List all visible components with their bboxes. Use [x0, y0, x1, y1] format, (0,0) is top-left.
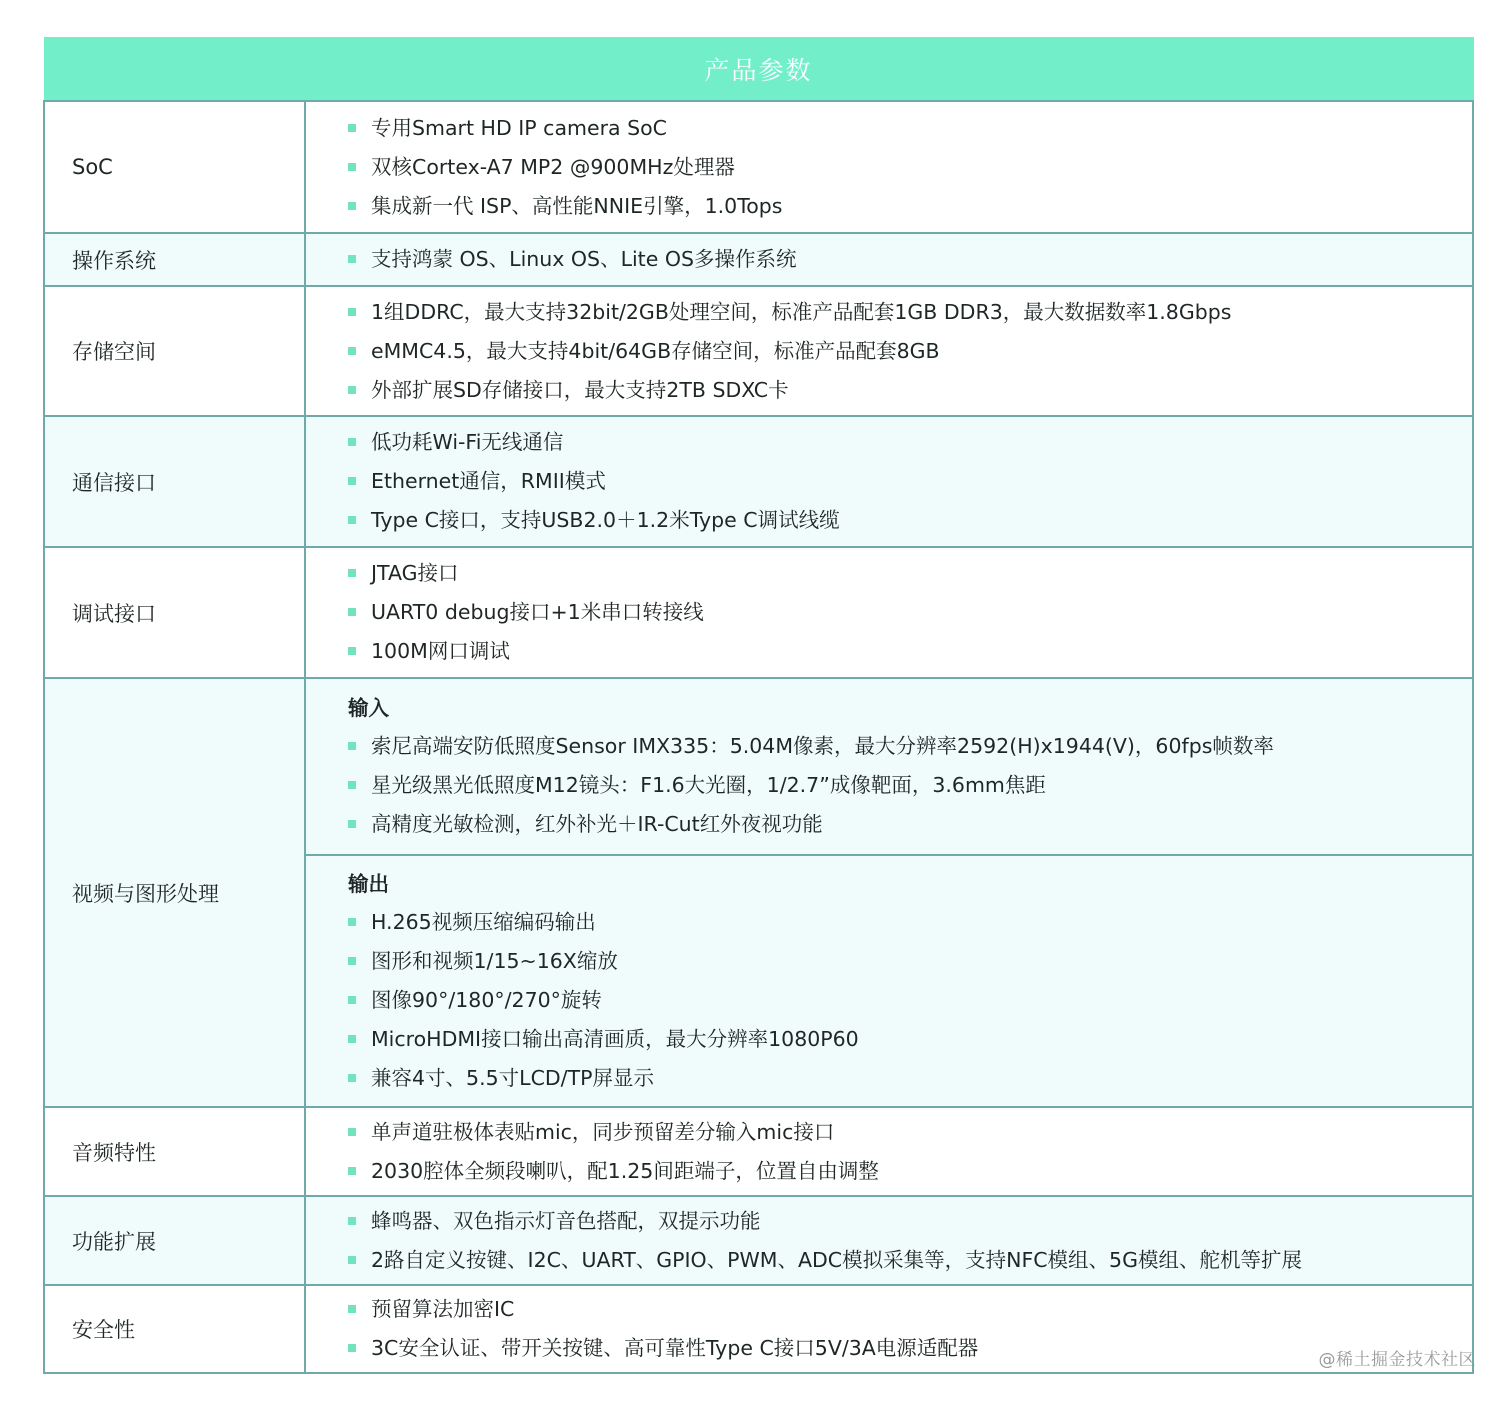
list-item: MicroHDMI接口输出高清画质，最大分辨率1080P60 [348, 1020, 1472, 1059]
list-item: 100M网口调试 [348, 632, 1472, 671]
spec-list [306, 903, 1472, 1098]
list-item: 低功耗Wi-Fi无线通信 [348, 423, 1472, 462]
spec-label: 操作系统 [44, 233, 305, 286]
spec-value-cell [305, 233, 1473, 286]
spec-value-cell [305, 1196, 1473, 1285]
spec-row-audio [44, 1107, 1473, 1196]
spec-value-cell [305, 1107, 1473, 1196]
spec-value-cell [305, 286, 1473, 416]
list-item: 高精度光敏检测，红外补光＋IR-Cut红外夜视功能 [348, 805, 1472, 844]
list-item: UART0 debug接口+1米串口转接线 [348, 593, 1472, 632]
spec-value-cell [305, 1285, 1473, 1373]
spec-list [306, 293, 1472, 410]
spec-list [306, 1113, 1472, 1191]
spec-row-expansion [44, 1196, 1473, 1285]
list-item: 索尼高端安防低照度Sensor IMX335：5.04M像素，最大分辨率2592(H)x1944(V)，60fps帧数率 [348, 727, 1472, 766]
product-spec-table [43, 37, 1474, 1374]
spec-label: 存储空间 [44, 286, 305, 416]
spec-list [306, 240, 1472, 279]
spec-list [306, 423, 1472, 540]
list-item: 图像90°/180°/270°旋转 [348, 981, 1472, 1020]
list-item: 1组DDRC，最大支持32bit/2GB处理空间，标准产品配套1GB DDR3，最大数据数率1.8Gbps [348, 293, 1472, 332]
list-item: Ethernet通信，RMII模式 [348, 462, 1472, 501]
spec-label: 视频与图形处理 [44, 678, 305, 1107]
video-subtable [306, 679, 1472, 1106]
table-title: 产品参数 [44, 37, 1473, 101]
spec-list [306, 554, 1472, 671]
spec-list [306, 1290, 1472, 1368]
spec-value-cell [305, 547, 1473, 678]
section-title-input: 输入 [348, 696, 389, 720]
spec-row-os [44, 233, 1473, 286]
list-item: 图形和视频1/15~16X缩放 [348, 942, 1472, 981]
spec-row-communication [44, 416, 1473, 547]
list-item: 专用Smart HD IP camera SoC [348, 109, 1472, 148]
spec-label: 功能扩展 [44, 1196, 305, 1285]
list-item: 星光级黑光低照度M12镜头：F1.6大光圈，1/2.7”成像靶面，3.6mm焦距 [348, 766, 1472, 805]
list-item: 集成新一代 ISP、高性能NNIE引擎，1.0Tops [348, 187, 1472, 226]
list-item: 双核Cortex-A7 MP2 @900MHz处理器 [348, 148, 1472, 187]
list-item: 单声道驻极体表贴mic，同步预留差分输入mic接口 [348, 1113, 1472, 1152]
list-item: eMMC4.5，最大支持4bit/64GB存储空间，标准产品配套8GB [348, 332, 1472, 371]
list-item: 蜂鸣器、双色指示灯音色搭配，双提示功能 [348, 1202, 1472, 1241]
list-item: 支持鸿蒙 OS、Linux OS、Lite OS多操作系统 [348, 240, 1472, 279]
spec-row-security [44, 1285, 1473, 1373]
list-item: 2030腔体全频段喇叭，配1.25间距端子，位置自由调整 [348, 1152, 1472, 1191]
spec-list [306, 109, 1472, 226]
video-output-section [306, 855, 1472, 1106]
spec-row-storage [44, 286, 1473, 416]
spec-list [306, 1202, 1472, 1280]
spec-row-soc [44, 101, 1473, 233]
spec-list [306, 727, 1472, 844]
spec-value-cell [305, 678, 1473, 1107]
video-input-section [306, 679, 1472, 855]
list-item: JTAG接口 [348, 554, 1472, 593]
list-item: 3C安全认证、带开关按键、高可靠性Type C接口5V/3A电源适配器 [348, 1329, 1472, 1368]
spec-label: SoC [44, 101, 305, 233]
table-header-row [44, 37, 1473, 101]
spec-label: 音频特性 [44, 1107, 305, 1196]
spec-label: 调试接口 [44, 547, 305, 678]
list-item: 兼容4寸、5.5寸LCD/TP屏显示 [348, 1059, 1472, 1098]
spec-label: 安全性 [44, 1285, 305, 1373]
list-item: Type C接口，支持USB2.0＋1.2米Type C调试线缆 [348, 501, 1472, 540]
spec-value-cell [305, 416, 1473, 547]
spec-label: 通信接口 [44, 416, 305, 547]
list-item: 2路自定义按键、I2C、UART、GPIO、PWM、ADC模拟采集等，支持NFC模组、5G模组、舵机等扩展 [348, 1241, 1472, 1280]
list-item: 外部扩展SD存储接口，最大支持2TB SDXC卡 [348, 371, 1472, 410]
spec-row-debug [44, 547, 1473, 678]
section-title-output: 输出 [348, 871, 389, 896]
list-item: 预留算法加密IC [348, 1290, 1472, 1329]
spec-value-cell [305, 101, 1473, 233]
watermark: @稀土掘金技术社区 [1318, 1350, 1476, 1370]
spec-row-video [44, 678, 1473, 1107]
list-item: H.265视频压缩编码输出 [348, 903, 1472, 942]
